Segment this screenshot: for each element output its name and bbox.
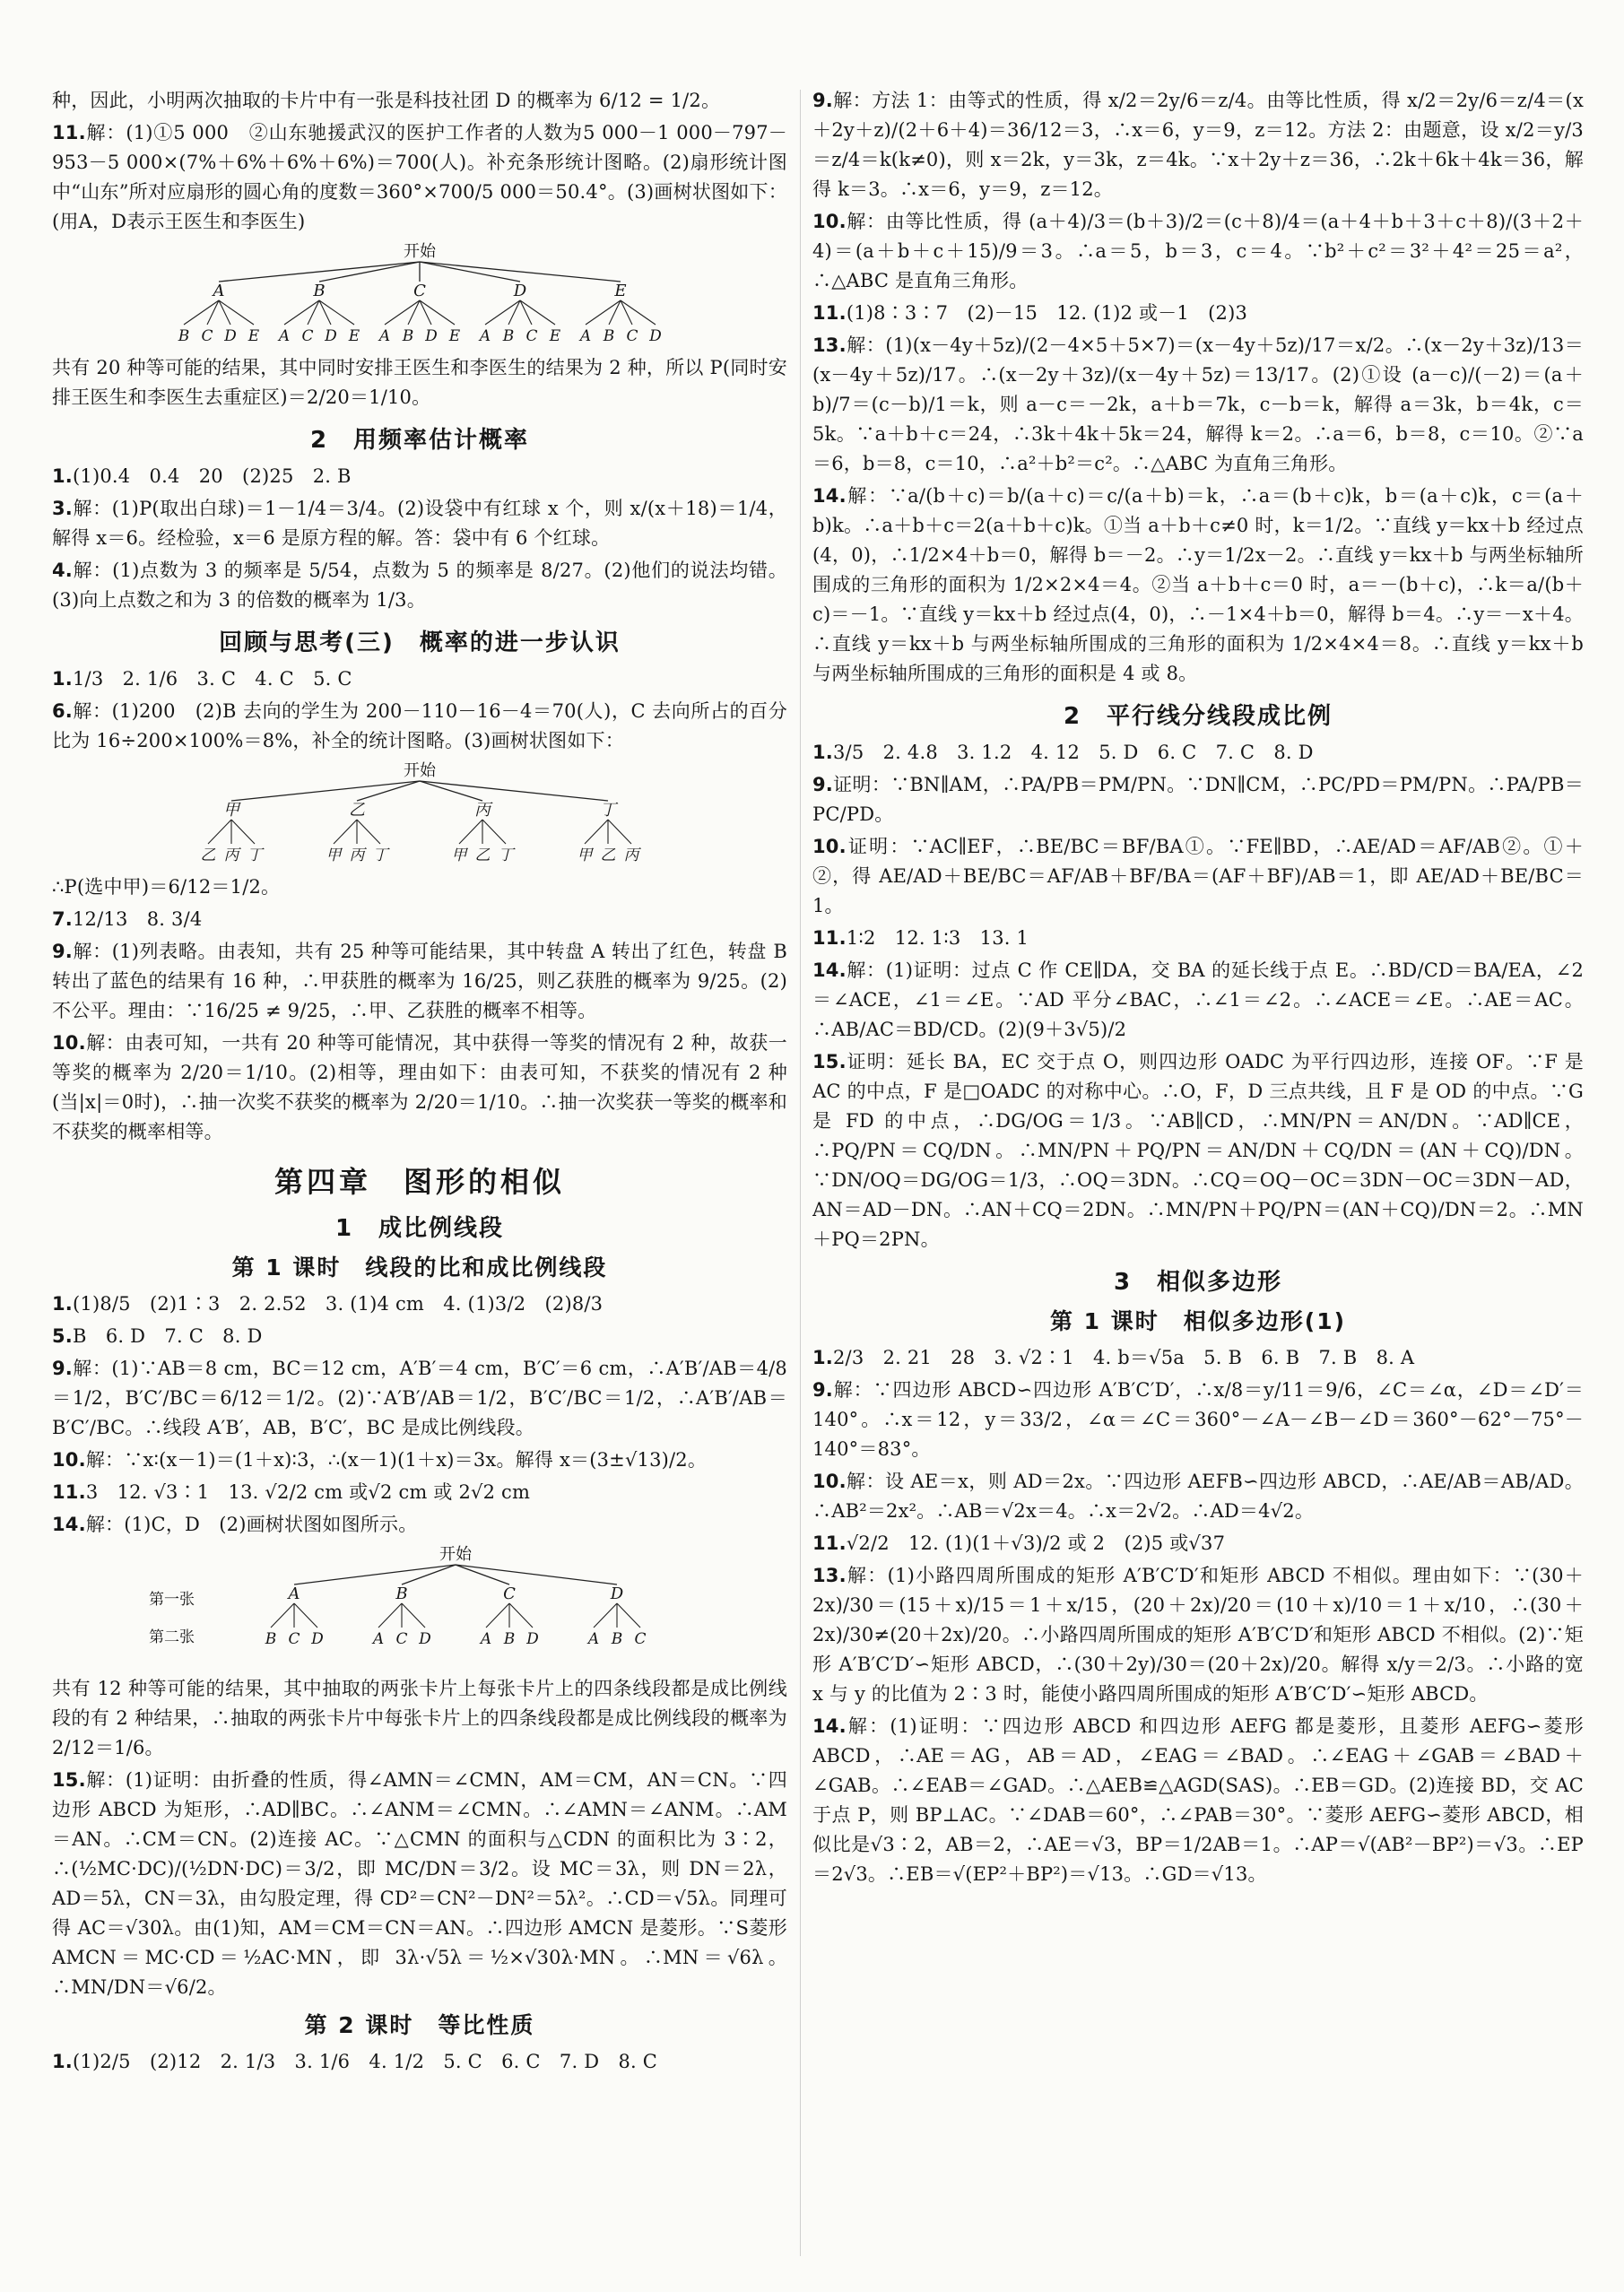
answer-paragraph (52, 353, 787, 412)
tree-leaf-label: A (278, 327, 291, 345)
tree-branch (509, 1603, 533, 1628)
answer-paragraph (812, 86, 1584, 204)
tree-leaf-label: D (311, 1630, 324, 1648)
question-number: 1. (52, 1293, 73, 1315)
question-number: 1. (812, 742, 833, 763)
answer-paragraph (812, 1561, 1584, 1709)
tree-leaf-label: B (603, 327, 615, 345)
tree-leaf-label: B (178, 327, 190, 345)
tree-branch (420, 262, 621, 282)
tree-leaf-label: A (479, 327, 491, 345)
question-number: 11. (812, 1532, 847, 1554)
tree-leaf-label: E (448, 327, 461, 345)
tree-branch (231, 820, 255, 844)
answer-paragraph (812, 1047, 1584, 1255)
tree-branch (231, 781, 420, 801)
tree-branch (420, 262, 520, 282)
answer-paragraph (52, 905, 787, 934)
answer-text: 证明：延长 BA，EC 交于点 O，则四边形 OADC 为平行四边形，连接 OF。∵F 是 AC 的中点，F 是□OADC 的对称中心。∴O，F，D 三点共线，且 F 是 OD 的中点。∵G 是 FD 的中点，∴DG/OG＝1/3。∵AB∥CD，∴MN/PN＝AN/DN。∵AD∥CE，∴PQ/PN＝CQ/DN。∴MN/PN＋PQ/PN＝AN/DN＋CQ/DN＝(AN＋CQ)/DN。∵DN/OQ＝DG/OG＝1/3，∴OQ＝3DN。∴CQ＝OQ－OC＝3DN－OC＝3DN－AD，AN＝AD－DN。∴AN＋CQ＝2DN。∴MN/PN＋PQ/PN＝(AN＋CQ)/DN＝2。∴MN＋PQ＝2PN。 (812, 1051, 1584, 1250)
question-number: 15. (812, 1051, 847, 1072)
tree-leaf-label: D (325, 327, 337, 345)
answer-text: 解：(1)C，D (2)画树状图如图所示。 (85, 1514, 418, 1535)
tree-branch (608, 820, 631, 844)
answer-text: 解：(1)证明：过点 C 作 CE∥DA，交 BA 的延长线于点 E。∴BD/CD＝BA/EA，∠2＝∠ACE，∠1＝∠E。∵AD 平分∠BAC，∴∠1＝∠2。∴∠ACE＝∠E。∴AE＝AC。∴AB/AC＝BD/CD。(2)(9＋3√5)/2 (812, 959, 1584, 1040)
tree-branch (420, 300, 455, 325)
answer-text: 解：∵a/(b＋c)＝b/(a＋c)＝c/(a＋b)＝k，∴a＝(b＋c)k，b＝(a＋c)k，c＝(a＋b)k。∴a＋b＋c＝2(a＋b＋c)k。①当 a＋b＋c≠0 时，k＝1/2。∵直线 y＝kx＋b 经过点(4，0)，∴1/2×4＋b＝0，解得 b＝－2。∴y＝1/2x－2。∴直线 y＝kx＋b 与两坐标轴所围成的三角形的面积为 1/2×2×4＝4。②当 a＋b＋c＝0 时，a＝－(b＋c)，∴k＝a/(b＋c)＝－1。∵直线 y＝kx＋b 经过点(4，0)，∴－1×4＋b＝0，解得 b＝4。∴y＝－x＋4。∴直线 y＝kx＋b 与两坐标轴所围成的三角形的面积为 1/2×4×4＝8。∴直线 y＝kx＋b 与两坐标轴所围成的三角形的面积是 4 或 8。 (812, 485, 1584, 684)
question-number: 14. (52, 1514, 86, 1535)
answer-paragraph (812, 956, 1584, 1045)
answer-text: 解：由等比性质，得 (a＋4)/3＝(b＋3)/2＝(c＋8)/4＝(a＋4＋b＋3＋c＋8)/(3＋2＋4)＝(a＋b＋c＋15)/9＝3。∴a＝5，b＝3，c＝4。∵b²＋c²＝3²＋4²＝25＝a²，∴△ABC 是直角三角形。 (812, 211, 1584, 291)
tree-node-label: 甲 (223, 801, 239, 820)
tree-node-label: C (413, 282, 426, 300)
answer-text: 解：(1)列表略。由表知，共有 25 种等可能结果，其中转盘 A 转出了红色，转盘 B 转出了蓝色的结果有 16 种，∴甲获胜的概率为 16/25，则乙获胜的概率为 9/25。(2)不公平。理由：∵16/25 ≠ 9/25，∴甲、乙获胜的概率不相等。 (52, 941, 787, 1021)
tree-node-label: 乙 (349, 801, 365, 820)
answer-text: 解：(1)200 (2)B 去向的学生为 200－110－16－4＝70(人)，C 去向所占的百分比为 16÷200×100%＝8%，补全的统计图略。(3)画树状图如下： (52, 700, 787, 751)
answer-text: 解：设 AE＝x，则 AD＝2x。∵四边形 AEFB∽四边形 ABCD，∴AE/AB＝AB/AD。∴AB²＝2x²。∴AB＝√2x＝4。∴x＝2√2。∴AD＝4√2。 (812, 1471, 1584, 1522)
tree-leaf-label: B (503, 1630, 516, 1648)
tree-node-label: D (513, 282, 527, 300)
answer-text: 解：方法 1：由等式的性质，得 x/2＝2y/6＝z/4。由等比性质，得 x/2＝2y/6＝z/4＝(x＋2y＋z)/(2＋6＋4)＝36/12＝3，∴x＝6，y＝9，z＝12。方法 2：由题意，设 x/2＝y/3＝z/4＝k(k≠0)，则 x＝2k，y＝3k，z＝4k。∵x＋2y＋z＝36，∴2k＋6k＋4k＝36，解得 k＝3。∴x＝6，y＝9，z＝12。 (812, 90, 1584, 200)
question-number: 7. (52, 908, 73, 930)
question-number: 13. (812, 1565, 847, 1586)
tree-branch (459, 820, 482, 844)
tree-node-label: D (610, 1584, 624, 1603)
lesson-title: 第 2 课时 等比性质 (304, 2012, 535, 2038)
answer-text: 12/13 8. 3/4 (73, 908, 203, 930)
tree-branch (586, 300, 621, 325)
answer-paragraph (812, 1467, 1584, 1526)
answer-paragraph (812, 770, 1584, 829)
tree-leaf-label: 丙 (349, 846, 365, 864)
answer-text: 解：∵四边形 ABCD∽四边形 A′B′C′D′，∴x/8＝y/11＝9/6，∠C＝∠α，∠D＝∠D′＝140°。∴x＝12，y＝33/2，∠α＝∠C＝360°－∠A－∠B－∠D＝360°－62°－75°－140°＝83°。 (812, 1379, 1584, 1460)
question-number: 9. (812, 1379, 833, 1401)
tree-leaf-label: B (611, 1630, 623, 1648)
tree-node-label: A (213, 282, 225, 300)
tree-leaf-label: B (502, 327, 515, 345)
tree-leaf-label: D (425, 327, 438, 345)
tree-leaf-label: 丁 (247, 846, 263, 864)
answer-paragraph (52, 1354, 787, 1443)
answer-text: 证明：∵BN∥AM，∴PA/PB＝PM/PN。∵DN∥CM，∴PC/PD＝PM/PN。∴PA/PB＝PC/PD。 (812, 774, 1584, 825)
question-number: 14. (812, 959, 847, 981)
answer-paragraph (52, 1029, 787, 1147)
question-number: 1. (52, 2051, 73, 2072)
tree-row-label: 第二张 (149, 1628, 195, 1646)
tree-leaf-label: A (480, 1630, 492, 1648)
tree-root-label: 开始 (404, 242, 436, 261)
tree-leaf-label: B (402, 327, 414, 345)
tree-branch (420, 781, 608, 801)
tree-branch (284, 300, 319, 325)
answer-paragraph (52, 494, 787, 553)
question-number: 6. (52, 700, 73, 722)
answer-text: 共有 12 种等可能的结果，其中抽取的两张卡片上每张卡片上的四条线段都是成比例线段的有 2 种结果，∴抽取的两张卡片中每张卡片上的四条线段都是成比例线段的概率为 2/12＝1/6。 (52, 1678, 787, 1758)
tree-root-label: 开始 (404, 761, 436, 780)
tree-branch (357, 820, 380, 844)
tree-diagram (142, 760, 698, 867)
tree-leaf-label: 丙 (223, 846, 239, 864)
tree-leaf-label: 乙 (600, 846, 616, 864)
tree-branch (585, 820, 608, 844)
tree-branch (486, 1603, 509, 1628)
tree-branch (485, 300, 520, 325)
question-number: 10. (812, 836, 847, 857)
answer-paragraph (52, 462, 787, 491)
tree-branch (319, 262, 420, 282)
answer-paragraph (812, 1376, 1584, 1464)
answer-paragraph (812, 482, 1584, 689)
tree-leaf-label: 丙 (623, 846, 639, 864)
answer-paragraph (52, 664, 787, 694)
answer-paragraph (52, 1289, 787, 1319)
tree-diagram (142, 240, 698, 348)
answer-paragraph (52, 1478, 787, 1507)
tree-leaf-label: C (395, 1630, 408, 1648)
answer-text: √2/2 12. (1)(1＋√3)/2 或 2 (2)5 或√37 (846, 1532, 1226, 1554)
answer-text: 解：(1)∵AB＝8 cm，BC＝12 cm，A′B′＝4 cm，B′C′＝6 cm，∴A′B′/AB＝4/8＝1/2，B′C′/BC＝6/12＝1/2。(2)∵A′B′/AB＝1/2，B′C′/BC＝1/2，∴A′B′/AB＝B′C′/BC。∴线段 A′B′，AB，B′C′，BC 是成比例线段。 (52, 1358, 787, 1438)
tree-branch (219, 262, 420, 282)
tree-leaf-label: D (224, 327, 237, 345)
answer-paragraph (812, 207, 1584, 296)
answer-paragraph (812, 331, 1584, 479)
tree-leaf-label: D (649, 327, 662, 345)
answer-paragraph (812, 1712, 1584, 1889)
tree-row-label: 第一张 (149, 1591, 195, 1609)
question-number: 11. (52, 1481, 86, 1503)
answer-paragraph (52, 1446, 787, 1475)
tree-branch (621, 300, 656, 325)
tree-leaf-label: E (549, 327, 561, 345)
lesson-title: 第 1 课时 线段的比和成比例线段 (231, 1255, 608, 1281)
tree-node-label: B (395, 1584, 408, 1603)
tree-diagram (142, 1543, 698, 1669)
answer-text: 解：(1)证明：由折叠的性质，得∠AMN＝∠CMN，AM＝CM，AN＝CN。∵四边形 ABCD 为矩形，∴AD∥BC。∴∠ANM＝∠CMN。∴∠AMN＝∠ANM。∴AM＝AN。∴CM＝CN。(2)连接 AC。∵△CMN 的面积与△CDN 的面积比为 3∶2，∴(½MC·DC)/(½DN·DC)＝3/2，即 MC/DN＝3/2。设 MC＝3λ，则 DN＝2λ，AD＝5λ，CN＝3λ，由勾股定理，得 CD²＝CN²－DN²＝5λ²。∴CD＝√5λ。同理可得 AC＝√30λ。由(1)知，AM＝CM＝CN＝AN。∴四边形 AMCN 是菱形。∵S菱形AMCN＝MC·CD＝½AC·MN，即 3λ·√5λ＝½×√30λ·MN。∴MN＝√6λ。∴MN/DN＝√6/2。 (52, 1769, 787, 1998)
section-title: 1 成比例线段 (334, 1215, 505, 1242)
question-number: 4. (52, 560, 73, 581)
tree-root-label: 开始 (439, 1545, 472, 1564)
answer-paragraph (812, 832, 1584, 921)
answer-text: 种，因此，小明两次抽取的卡片中有一张是科技社团 D 的概率为 6/12 = 1/2。 (52, 90, 721, 111)
tree-leaf-label: E (348, 327, 360, 345)
tree-leaf-label: C (626, 327, 638, 345)
tree-branch (594, 1603, 617, 1628)
tree-leaf-label: C (525, 327, 538, 345)
tree-leaf-label: D (419, 1630, 431, 1648)
question-number: 10. (812, 211, 847, 232)
tree-branch (520, 300, 555, 325)
question-number: 13. (812, 334, 847, 356)
question-number: 10. (52, 1032, 86, 1054)
tree-leaf-label: A (372, 1630, 385, 1648)
answer-text: 解：由表可知，一共有 20 种等可能情况，其中获得一等奖的情况有 2 种，故获一等奖的概率为 2/20＝1/10。(2)相等，理由如下：由表可知，不获奖的情况有 2 种(当|x|＝0时)，∴抽一次奖不获奖的概率为 2/20＝1/10。∴抽一次奖获一等奖的概率和不获奖的概率相等。 (52, 1032, 787, 1142)
answer-text: (1)0.4 0.4 20 (2)25 2. B (73, 465, 352, 487)
answer-text: 1∶2 12. 1∶3 13. 1 (846, 927, 1029, 949)
tree-leaf-label: D (526, 1630, 539, 1648)
question-number: 9. (812, 774, 833, 795)
tree-node-label: E (614, 282, 627, 300)
tree-node-label: 丙 (474, 801, 491, 820)
tree-branch (617, 1603, 640, 1628)
tree-branch (294, 1565, 456, 1584)
answer-paragraph (812, 738, 1584, 768)
tree-branch (294, 1603, 317, 1628)
answer-paragraph (52, 2047, 787, 2077)
answer-text: 3 12. √3∶1 13. √2/2 cm 或√2 cm 或 2√2 cm (85, 1481, 531, 1503)
tree-leaf-label: 丁 (372, 846, 388, 864)
tree-leaf-label: C (634, 1630, 647, 1648)
answer-paragraph (52, 873, 787, 902)
tree-leaf-label: E (248, 327, 260, 345)
tree-branch (271, 1603, 294, 1628)
answer-text: 解：∵x∶(x－1)＝(1＋x)∶3，∴(x－1)(1＋x)＝3x。解得 x＝(3±√13)/2。 (85, 1449, 708, 1471)
tree-leaf-label: 丁 (498, 846, 514, 864)
tree-branch (402, 1603, 425, 1628)
answer-text: 解：(1)小路四周所围成的矩形 A′B′C′D′和矩形 ABCD 不相似。理由如下：∵(30＋2x)/30＝(15＋x)/15＝1＋x/15，(20＋2x)/20＝(10＋x)/10＝1＋x/10，∴(30＋2x)/30≠(20＋2x)/20。∴小路四周所围成的矩形 A′B′C′D′和矩形 ABCD 不相似。(2)∵矩形 A′B′C′D′∽矩形 ABCD，∴(30＋2y)/30＝(20＋2x)/20。解得 x/y＝2/3。∴小路的宽 x 与 y 的比值为 2∶3 时，能使小路四周所围成的矩形 A′B′C′D′∽矩形 ABCD。 (812, 1565, 1584, 1705)
answer-paragraph (812, 1343, 1584, 1373)
question-number: 1. (52, 465, 73, 487)
answer-paragraph (812, 1529, 1584, 1558)
tree-branch (219, 300, 254, 325)
answer-paragraph (52, 86, 787, 116)
answer-paragraph (52, 556, 787, 615)
answer-text: (1)8/5 (2)1∶3 2. 2.52 3. (1)4 cm 4. (1)3/2 (2)8/3 (73, 1293, 604, 1315)
section-title: 2 用频率估计概率 (309, 427, 530, 454)
answer-text: 1/3 2. 1/6 3. C 4. C 5. C (73, 668, 352, 690)
answer-text: 解：(1)P(取出白球)＝1－1/4＝3/4。(2)设袋中有红球 x 个，则 x/(x＋18)＝1/4，解得 x＝6。经检验，x＝6 是原方程的解。答：袋中有 6 个红球。 (52, 498, 787, 549)
answer-paragraph (52, 1322, 787, 1351)
tree-branch (385, 300, 420, 325)
tree-leaf-label: 乙 (200, 846, 216, 864)
tree-branch (319, 300, 354, 325)
answer-text: 证明：∵AC∥EF，∴BE/BC＝BF/BA①。∵FE∥BD，∴AE/AD＝AF/AB②。①＋②，得 AE/AD＋BE/BC＝AF/AB＋BF/BA＝(AF＋BF)/AB＝1，即 AE/AD＋BE/BC＝1。 (812, 836, 1584, 916)
tree-leaf-label: C (288, 1630, 300, 1648)
answer-text: 3/5 2. 4.8 3. 1.2 4. 12 5. D 6. C 7. C 8. D (833, 742, 1314, 763)
answer-text: 解：(1)点数为 3 的频率是 5/54，点数为 5 的频率是 8/27。(2)他们的说法均错。(3)向上点数之和为 3 的倍数的概率为 1/3。 (52, 560, 787, 611)
question-number: 10. (52, 1449, 86, 1471)
question-number: 11. (812, 302, 847, 324)
tree-leaf-label: 甲 (451, 846, 467, 864)
answer-text: (1)2/5 (2)12 2. 1/3 3. 1/6 4. 1/2 5. C 6. C 7. D 8. C (73, 2051, 658, 2072)
tree-branch (334, 820, 357, 844)
tree-leaf-label: A (579, 327, 592, 345)
tree-leaf-label: 甲 (577, 846, 593, 864)
tree-node-label: 丁 (600, 801, 616, 820)
question-number: 10. (812, 1471, 847, 1492)
tree-leaf-label: A (378, 327, 391, 345)
question-number: 9. (52, 1358, 73, 1379)
lesson-title: 第 1 课时 相似多边形(1) (1049, 1308, 1347, 1334)
answer-paragraph (812, 924, 1584, 953)
tree-leaf-label: B (265, 1630, 277, 1648)
chapter-title: 第四章 图形的相似 (274, 1165, 565, 1199)
question-number: 9. (52, 941, 73, 962)
tree-node-label: B (313, 282, 326, 300)
answer-text: 共有 20 种等可能的结果，其中同时安排王医生和李医生的结果为 2 种，所以 P(同时安排王医生和李医生去重症区)＝2/20＝1/10。 (52, 357, 787, 408)
question-number: 14. (812, 1715, 847, 1737)
tree-node-label: C (503, 1584, 516, 1603)
question-number: 11. (812, 927, 847, 949)
question-number: 9. (812, 90, 833, 111)
answer-text: (1)8∶3∶7 (2)－15 12. (1)2 或－1 (2)3 (846, 302, 1248, 324)
answer-paragraph (52, 1674, 787, 1763)
question-number: 5. (52, 1325, 73, 1347)
question-number: 14. (812, 485, 847, 507)
answer-paragraph (52, 937, 787, 1026)
answer-text: 解：(1)(x－4y＋5z)/(2－4×5＋5×7)＝(x－4y＋5z)/17＝x/2。∴(x－2y＋3z)/13＝(x－4y＋5z)/17。∴(x－2y＋3z)/(x－4y＋5z)＝13/17。(2)①设 (a－c)/(－2)＝(a＋b)/7＝(c－b)/1＝k，则 a－c＝－2k，a＋b＝7k，c－b＝k，解得 a＝3k，b＝4k，c＝5k。∵a＋b＋c＝24，∴3k＋4k＋5k＝24，解得 k＝2。∴a＝6，b＝8，c＝10。②∵a＝6，b＝8，c＝10，∴a²＋b²＝c²。∴△ABC 为直角三角形。 (812, 334, 1584, 474)
tree-branch (482, 820, 506, 844)
question-number: 1. (52, 668, 73, 690)
question-number: 1. (812, 1347, 833, 1368)
tree-leaf-label: 乙 (474, 846, 491, 864)
tree-node-label: A (288, 1584, 300, 1603)
right-column (812, 86, 1584, 2256)
answer-text: 2/3 2. 21 28 3. √2∶1 4. b＝√5a 5. B 6. B 7. B 8. A (833, 1347, 1415, 1368)
answer-paragraph (52, 1510, 787, 1540)
answer-text: B 6. D 7. C 8. D (73, 1325, 263, 1347)
question-number: 11. (52, 122, 86, 143)
tree-branch (378, 1603, 402, 1628)
question-number: 3. (52, 498, 73, 519)
answer-paragraph (52, 118, 787, 237)
section-title: 3 相似多边形 (1113, 1269, 1283, 1296)
left-column (52, 86, 787, 2256)
tree-leaf-label: A (587, 1630, 600, 1648)
tree-leaf-label: C (301, 327, 314, 345)
tree-leaf-label: 甲 (326, 846, 342, 864)
answer-paragraph (812, 299, 1584, 328)
answer-text: 解：(1)①5 000 ②山东驰援武汉的医护工作者的人数为5 000－1 000－797－953－5 000×(7%＋6%＋6%＋6%)＝700(人)。补充条形统计图略。(2)扇形统计图中“山东”所对应扇形的圆心角的度数＝360°×700/5 000＝50.4°。(3)画树状图如下：(用A，D表示王医生和李医生) (52, 122, 787, 232)
tree-branch (184, 300, 219, 325)
tree-branch (456, 1565, 617, 1584)
answer-paragraph (52, 697, 787, 756)
tree-leaf-label: C (201, 327, 213, 345)
section-title: 2 平行线分线段成比例 (1063, 703, 1333, 730)
column-divider (800, 90, 801, 2256)
section-title: 回顾与思考(三) 概率的进一步认识 (219, 629, 621, 656)
question-number: 15. (52, 1769, 86, 1791)
answer-text: ∴P(选中甲)＝6/12＝1/2。 (52, 876, 281, 898)
answer-paragraph (52, 1766, 787, 2002)
tree-branch (208, 820, 231, 844)
answer-text: 解：(1)证明：∵四边形 ABCD 和四边形 AEFG 都是菱形，且菱形 AEFG∽菱形 ABCD，∴AE＝AG，AB＝AD，∠EAG＝∠BAD。∴∠EAG＋∠GAB＝∠BAD＋∠GAB。∴∠EAB＝∠GAD。∴△AEB≌△AGD(SAS)。∴EB＝GD。(2)连接 BD，交 AC 于点 P，则 BP⊥AC。∵∠DAB＝60°，∴∠PAB＝30°。∵菱形 AEFG∽菱形 ABCD，相似比是√3∶2，AB＝2，∴AE＝√3，BP＝1/2AB＝1。∴AP＝√(AB²－BP²)＝√3。∴EP＝2√3。∴EB＝√(EP²＋BP²)＝√13。∴GD＝√13。 (812, 1715, 1584, 1885)
